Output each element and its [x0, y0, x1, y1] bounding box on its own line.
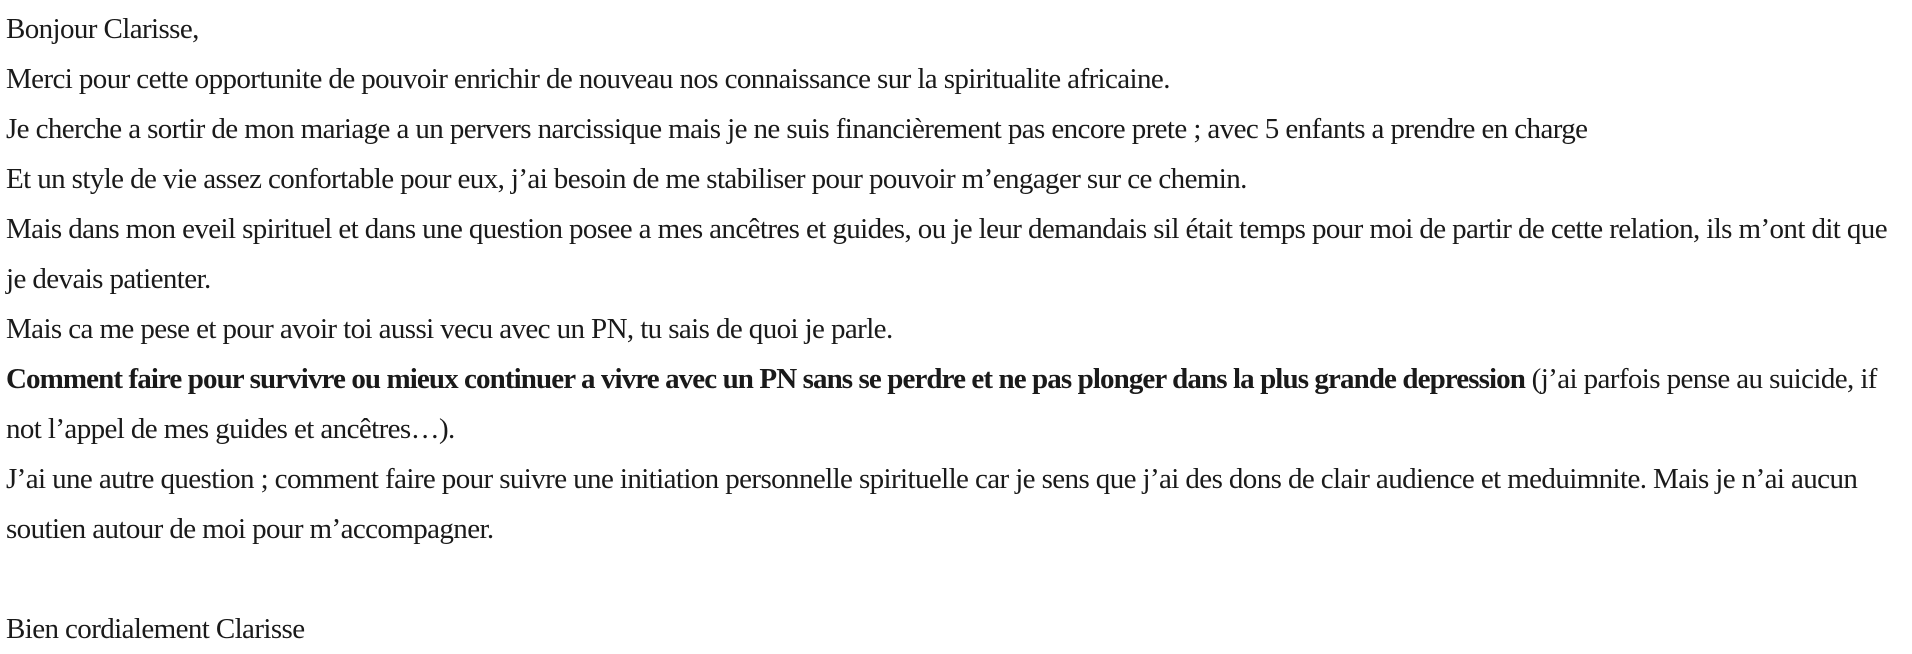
paragraph-thanks: Merci pour cette opportunite de pouvoir enrichir de nouveau nos connaissance sur la spiritualite africaine.	[6, 63, 1170, 95]
paragraph-second-question: J’ai une autre question ; comment faire pour suivre une initiation personnelle spirituelle car je sens que j’ai des dons de clair audience et meduimnite. Mais je n’ai aucun soutien autour de moi pour m’accompagner.	[6, 463, 1858, 545]
greeting: Bonjour Clarisse,	[6, 13, 199, 45]
paragraph-ancestors: Mais dans mon eveil spirituel et dans une question posee a mes ancêtres et guides, ou je leur demandais sil était temps pour moi de partir de cette relation, ils m’ont dit que je devais patienter.	[6, 213, 1887, 295]
paragraph-question	[6, 354, 1900, 454]
blank-line	[6, 554, 1900, 604]
paragraph-lifestyle: Et un style de vie assez confortable pour eux, j’ai besoin de me stabiliser pour pouvoir m’engager sur ce chemin.	[6, 163, 1247, 195]
paragraph-situation: Je cherche a sortir de mon mariage a un pervers narcissique mais je ne suis financièrement pas encore prete ; avec 5 enfants a prendre en charge	[6, 113, 1588, 145]
question-bold: Comment faire pour survivre ou mieux continuer a vivre avec un PN sans se perdre et ne pas plonger dans la plus grande depression	[6, 363, 1525, 395]
question-rest: (j’ai parfois pense au suicide, if not l’appel de mes guides et ancêtres…).	[6, 363, 1877, 445]
closing: Bien cordialement Clarisse	[6, 613, 305, 645]
paragraph-weight: Mais ca me pese et pour avoir toi aussi vecu avec un PN, tu sais de quoi je parle.	[6, 313, 893, 345]
